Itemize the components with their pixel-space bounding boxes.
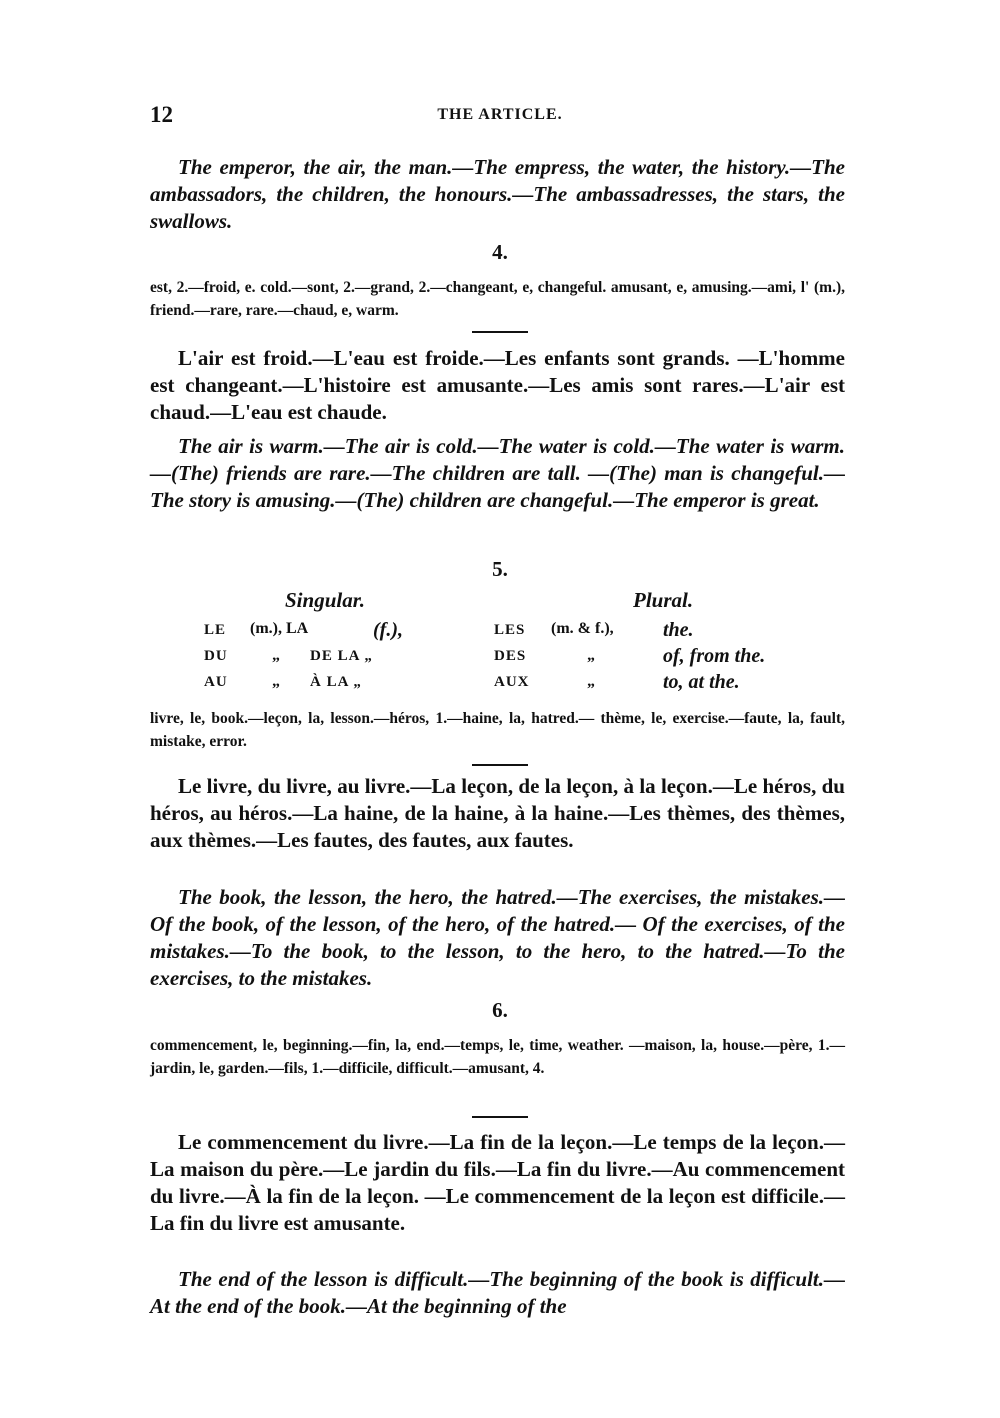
table-row-2-plural: DES <box>494 648 527 664</box>
singular-header: Singular. <box>285 588 365 612</box>
table-row-2-plural-gender: „ <box>587 647 595 664</box>
section-5-divider <box>472 764 528 766</box>
section-6-divider <box>472 1116 528 1118</box>
table-row-1-singular-mid: (m.), LA <box>250 620 309 637</box>
section-6-french-exercise: Le commencement du livre.—La fin de la leçon.—Le temps de la leçon.—La maison du père.—Le jardin du fils.—La fin du livre.—Au commencement du livre.—À la fin de la leçon. —Le commencement de la leçon est difficile.—La fin du livre est amusante. <box>150 1130 845 1235</box>
table-row-3-meaning: to, at the. <box>663 671 740 693</box>
table-row-2-singular-m: DU <box>204 648 228 664</box>
table-row-1-plural-gender: (m. & f.), <box>551 620 614 637</box>
section-5-french-exercise: Le livre, du livre, au livre.—La leçon, de la leçon, à la leçon.—Le héros, du héros, au héros.—La haine, de la haine, à la haine.—Les thèmes, des thèmes, aux thèmes.—Les fautes, des fautes, aux fautes. <box>150 774 845 852</box>
section-6-vocabulary: commencement, le, beginning.—fin, la, end.—temps, le, time, weather. —maison, la, house.—père, 1.—jardin, le, garden.—fils, 1.—difficile, difficult.—amusant, 4. <box>150 1037 845 1077</box>
section-4-divider <box>472 331 528 333</box>
table-row-3-singular-mid: „ <box>272 673 280 690</box>
section-4-french-exercise: L'air est froid.—L'eau est froide.—Les enfants sont grands. —L'homme est changeant.—L'histoire est amusante.—Les amis sont rares.—L'air est chaud.—L'eau est chaude. <box>150 346 845 424</box>
table-row-1-meaning: the. <box>663 619 694 641</box>
table-row-3-plural-gender: „ <box>587 673 595 690</box>
section-5-vocabulary: livre, le, book.—leçon, la, lesson.—héros, 1.—haine, la, hatred.— thème, le, exercise.—faute, la, fault, mistake, error. <box>150 710 845 750</box>
section-6-number: 6. <box>492 998 508 1022</box>
section-4-english-exercise: The air is warm.—The air is cold.—The water is cold.—The water is warm.—(The) friends are rare.—The children are tall. —(The) man is changeful.—The story is amusing.—(The) children are changeful.—The emperor is great. <box>150 434 845 512</box>
section-5-english-exercise: The book, the lesson, the hero, the hatred.—The exercises, the mistakes.—Of the book, of the lesson, of the hero, of the hatred.— Of the exercises, of the mistakes.—To the book, to the lesson, to the hero, to the hatred.—To the exercises, to the mistakes. <box>150 885 845 990</box>
table-row-2-meaning: of, from the. <box>663 645 766 667</box>
section-4-vocabulary: est, 2.—froid, e. cold.—sont, 2.—grand, 2.—changeant, e, changeful. amusant, e, amusing.—ami, l' (m.), friend.—rare, rare.—chaud, e, warm. <box>150 279 845 319</box>
section-6-english-exercise: The end of the lesson is difficult.—The beginning of the book is difficult.—At the end of the book.—At the beginning of the <box>150 1267 845 1318</box>
table-row-3-plural: AUX <box>494 674 530 690</box>
plural-header: Plural. <box>633 588 694 612</box>
table-row-2-singular-f: DE LA „ <box>310 648 373 664</box>
running-title: THE ARTICLE. <box>437 106 563 123</box>
table-row-3-singular-f: À LA „ <box>310 674 362 690</box>
table-row-3-singular-m: AU <box>204 674 228 690</box>
table-row-1-singular-f: (f.), <box>373 619 403 641</box>
page-number: 12 <box>150 102 173 127</box>
section-4-number: 4. <box>492 240 508 264</box>
table-row-1-singular-m: LE <box>204 622 227 638</box>
intro-paragraph: The emperor, the air, the man.—The empress, the water, the history.—The ambassadors, the children, the honours.—The ambassadresses, the stars, the swallows. <box>150 155 845 233</box>
table-row-1-plural: LES <box>494 622 526 638</box>
table-row-2-singular-mid: „ <box>272 647 280 664</box>
section-5-number: 5. <box>492 557 508 581</box>
